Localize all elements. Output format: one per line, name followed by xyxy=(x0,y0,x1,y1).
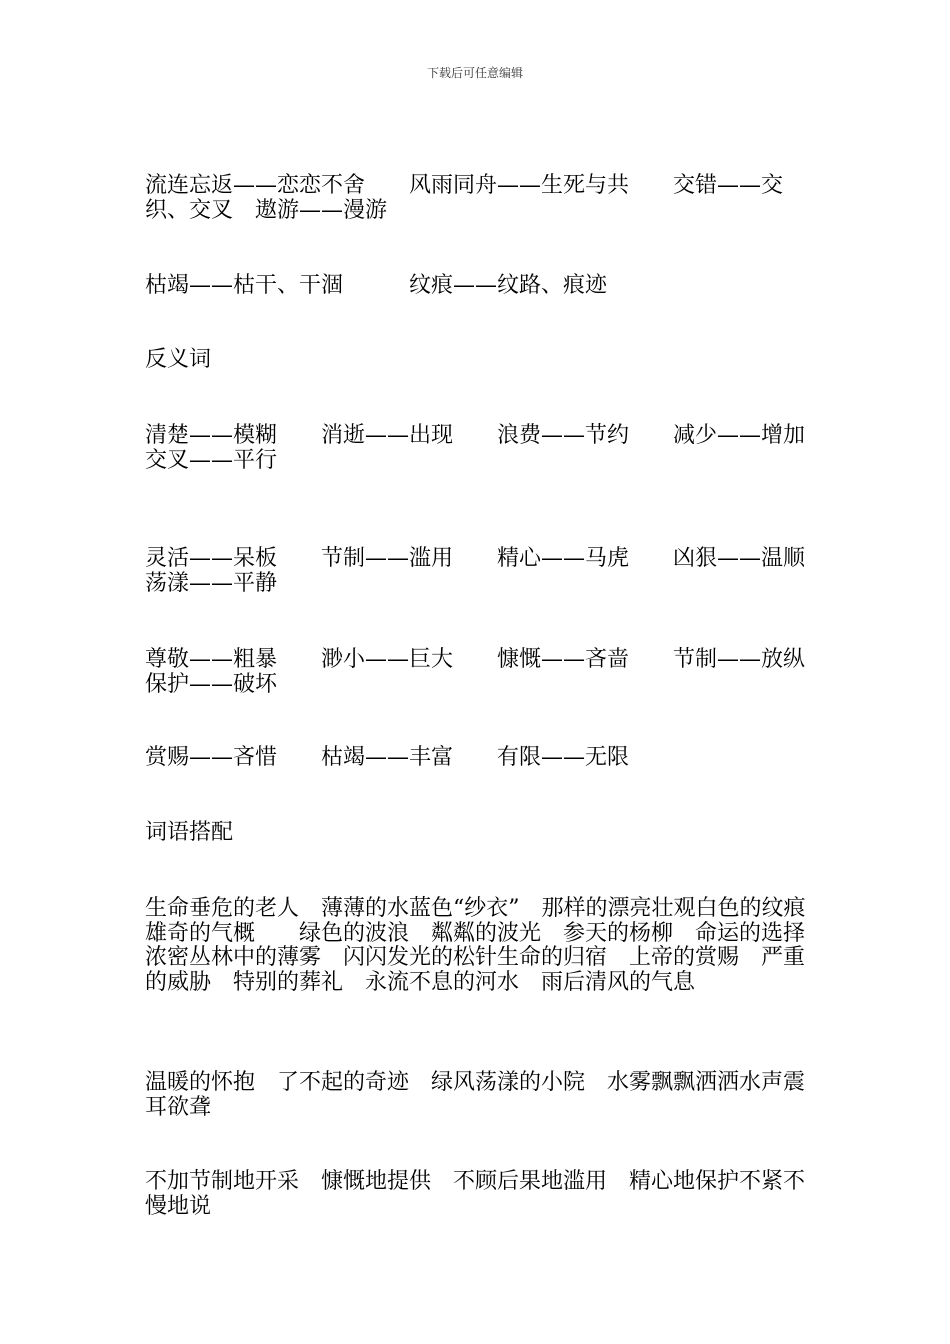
antonyms-line-4: 赏赐——吝惜 枯竭——丰富 有限——无限 xyxy=(145,745,630,770)
collocation-paragraph-3: 不加节制地开采 慷慨地提供 不顾后果地滥用 精心地保护不紧不慢地说 xyxy=(145,1169,806,1219)
page-header-note: 下载后可任意编辑 xyxy=(426,66,523,80)
collocation-heading: 词语搭配 xyxy=(145,820,234,845)
antonyms-line-2: 灵活——呆板 节制——滥用 精心——马虎 凶狠——温顺 荡漾——平静 xyxy=(145,546,850,596)
antonyms-heading: 反义词 xyxy=(145,347,212,372)
synonyms-line-2: 枯竭——枯干、干涸 纹痕——纹路、痕迹 xyxy=(145,273,608,298)
antonyms-line-3: 尊敬——粗暴 渺小——巨大 慷慨——吝啬 节制——放纵 保护——破坏 xyxy=(145,647,850,697)
synonyms-line-1: 流连忘返——恋恋不舍 风雨同舟——生死与共 交错——交织、交叉 遨游——漫游 xyxy=(145,173,784,223)
collocation-paragraph-1: 生命垂危的老人 薄薄的水蓝色“纱衣” 那样的漂亮壮观白色的纹痕 雄奇的气概 绿色的波浪 粼粼的波光 参天的杨柳 命运的选择 浓密丛林中的薄雾 闪闪发光的松针生命的归宿 上帝的赏赐 严重的威胁 特别的葬礼 永流不息的河水 雨后清风的气息 xyxy=(145,896,828,995)
collocation-paragraph-2: 温暖的怀抱 了不起的奇迹 绿风荡漾的小院 水雾飘飘洒洒水声震耳欲聋 xyxy=(145,1070,806,1120)
antonyms-line-1: 清楚——模糊 消逝——出现 浪费——节约 减少——增加 交叉——平行 xyxy=(145,423,828,473)
